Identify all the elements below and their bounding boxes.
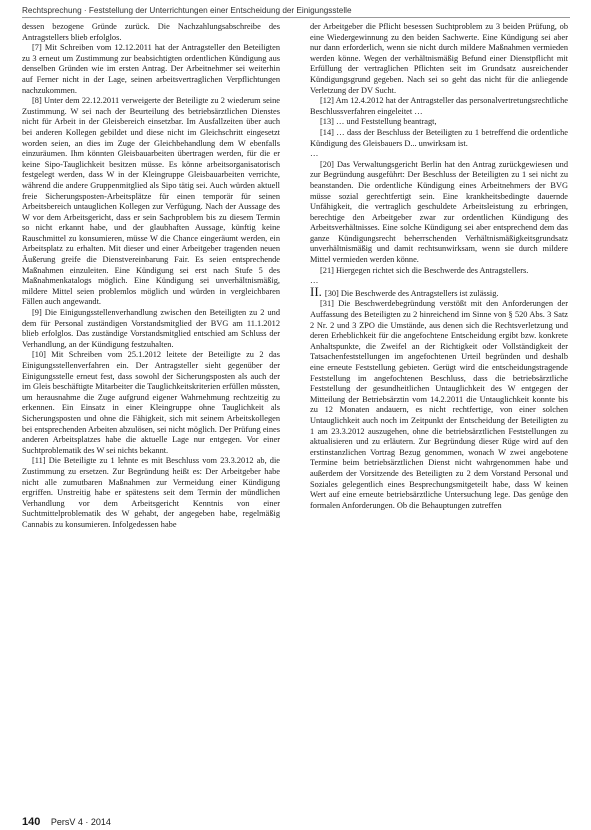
paragraph <box>310 283 568 300</box>
paragraph: dessen bezogene Gründe zurück. Die Nachzahlungsabschreibe des Antragstellers blieb erfolglos. <box>22 22 280 42</box>
paragraph: [31] Die Beschwerdebegründung verstößt mit den Anforderungen der Auffassung des Beteiligten zu 2 hinreichend im Sinne von § 520 Abs. 3 Satz 2 Nr. 2 und 3 ZPO die Umstände, aus denen sich die Rechtsverletzung und deren Erheblichkeit für die angefochtene Entscheidung ergibt bzw. konkrete Anhaltspunkte, die Zweifel an der Richtigkeit oder Vollständigkeit der Tatsachenfeststellungen im angefochtenen Urteil begründen und deshalb eine erneute Feststellung gebieten. Gerügt wird die entscheidungstragende Feststellung im angefochtenen Beschluss, dass die betriebsärztliche Feststellung der gesundheitlichen Untauglichkeit des W entgegen der Mitteilung der Betriebsärztin vom 14.2.2011 die Untauglichkeit konnte bis zu 12 Monaten andauern, es nicht rechtfertige, von einer solchen Untauglichkeit auch noch im Zeitpunkt der Entscheidung der Beteiligten zu 1 am 23.3.2012 auszugehen, ohne die betriebsärztlichen Feststellungen zu aktualisieren und zu erläutern. Zur Begründung dieser Rüge wird auf den erstinstanzlichen Vortrag Bezug genommen, wonach W zwei angebotene Termine beim betriebsärztlichen Dienst nicht wahrgenommen habe und außerdem der Vorsitzende des Beteiligten zu 2 dem Vorstand Personal und Soziales gelegentlich eines Besprechungsmitgeteilt habe, dass W keinen Wert auf eine erneute betriebsärztliche Untersuchung lege. Das genüge den formalen Anforderungen. Ob die Behauptungen zutreffen <box>310 299 568 510</box>
running-header: Rechtsprechung · Feststellung der Unterrichtungen einer Entscheidung der Einigungsstelle <box>22 6 352 15</box>
paragraph: [13] … und Feststellung beantragt, <box>320 117 437 127</box>
section-text: [30] Die Beschwerde des Antragstellers ist zulässig. <box>324 288 499 298</box>
paragraph: [7] Mit Schreiben vom 12.12.2011 hat der Antragsteller den Beteiligten zu 3 erneut um Zustimmung zur beabsichtigten ordentlichen Kündigung aus denselben Gründen wie im ersten Antrag. Der Arbeitnehmer sei weiterhin auf Ferner nicht in der Lage, seinen arbeitsvertraglichen Verpflichtungen nachzukommen. <box>22 43 280 95</box>
paragraph: [21] Hiergegen richtet sich die Beschwerde des Antragstellers. <box>320 265 529 275</box>
paragraph: [9] Die Einigungsstellenverhandlung zwischen den Beteiligten zu 2 und dem für Personal zuständigen Vorstandsmitglied der BVG am 11.1.2012 blieb erfolglos. Das zuständige Vorstandsmitglied entschied am Schluss der Verhandlung, an der Kündigung festzuhalten. <box>22 308 280 349</box>
paragraph: [11] Die Beteiligte zu 1 lehnte es mit Beschluss vom 23.3.2012 ab, die Zustimmung zu ersetzen. Zur Begründung heißt es: Der Arbeitgeber habe nicht alle zumutbaren Maßnahmen zur Vermeidung einer Kündigung ergriffen. Unstreitig habe er spätestens seit dem Termin der mündlichen Verhandlung vor dem Arbeitsgericht Kenntnis von einer Suchtmittelproblematik des W gehabt, der angegeben habe, regelmäßig Cannabis zu konsumieren. Infolgedessen habe <box>22 456 280 529</box>
paragraph: [14] … dass der Beschluss der Beteiligten zu 1 betreffend die ordentliche Kündigung des Gleisbauers D... unwirksam ist. <box>310 127 568 148</box>
right-column <box>310 22 568 511</box>
ellipsis-marker: … <box>310 276 319 286</box>
page-number: 140 <box>22 816 41 828</box>
page-footer <box>22 816 111 828</box>
journal-issue: PersV 4 · 2014 <box>50 817 111 827</box>
paragraph: [12] Am 12.4.2012 hat der Antragsteller das personalvertretungsrechtliche Beschlussverfahren eingeleitet … <box>310 96 568 116</box>
section-number: II. <box>310 283 322 299</box>
paragraph: [10] Mit Schreiben vom 25.1.2012 leitete der Beteiligte zu 2 das Einigungsstellenverfahren ein. Der Antragsteller sieht gegenüber der Einigungsstelle erneut fest, dass sowohl der Sicherungsposten als auch der im Gleis beschäftigte Mitarbeiter die Tauglichkeitskriterien erfüllen müssten, um herausnahme die Zuge aufgrund eigener Wahrnehmung rechtzeitig zu erkennen. Ein Einsatz in einer Kleingruppe ohne Tauglichkeit als Sicherungsposten und ohne die Fähigkeit, sich mit seinem Arbeitskollegen bei entsprechenden Arbeiten abzulösen, sei nicht möglich. Der Prüfung eines anderen Arbeitsplatzes habe die aktuelle Lage nur entgegen. Vor einer Suchtproblematik des W sei nichts bekannt. <box>22 350 280 455</box>
left-column <box>22 22 280 531</box>
header-divider <box>22 17 570 18</box>
paragraph: [8] Unter dem 22.12.2011 verweigerte der Beteiligte zu 2 wiederum seine Zustimmung. W sei nach der Beurteilung des betriebsärztlichen Dienstes nicht für Arbeit in der Gleisbereich einsetzbar. Im Ausfallzeiten über auch bei anderen Kollegen gebildet und diese nicht im Gleichschritt eingesetzt worden seien, an dies im Zuge der Gleichbehandlung dem W ebenfalls einzuräumen. Ihm könnten Gleisbauarbeiten übertragen werden, für die er keine Sipo-Tauglichkeit besitzen müsse. Es könne arbeitsorganisatorisch festgelegt werden, dass W in der Kleingruppe Gleisbauarbeiten verrichte, während die andere Gruppenmitglied als Sipo tätig sei. Auch würden aktuell freie Sicherungsposten-Arbeitsplätze für einen temporär für seinen Arbeitsbereich untauglichen Kollegen zur Verfügung. Nach der Aussage des W vor dem Arbeitsgericht, dass er sein Sachproblem bis zu diesem Termin so nicht erkannt habe, und der glaubhaften Aussage, künftig keine Rauschmittel zu konsumieren, müsse W die Chance eingeräumt werden, ein Arbeitsplatz zu erhalten. Mit dieser und einer Arbeitgeber tragenden neuen Äußerung greife die Dienstvereinbarung Fair. Es seien entsprechende Maßnahmen einzuleiten. Eine Kündigung sei erst nach Stufe 5 des Maßnahmenkatalogs möglich. Eine Kündigung sei unverhältnismäßig, mildere Mittel seien problemlos möglich und würden in vergleichbaren Fällen auch angewandt. <box>22 96 280 307</box>
ellipsis-marker: … <box>310 149 319 159</box>
paragraph: der Arbeitgeber die Pflicht besessen Suchtproblem zu 3 beiden Prüfung, ob eine Wiedergewinnung zu den beiden Sachwerte. Eine Kündigung sei aber nur dann erforderlich, wenn sie nicht durch mildere Maßnahmen vermieden werden könne. Wegen der verhältnismäßig Befund einer Dienstpflicht mit Erfüllung der vertraglichen Pflichten seit im Grundsatz ausreichender Kündigungsgrund gegeben. Nach sei so geht das nicht für die anliegende Verletzung der DV Sucht. <box>310 22 568 95</box>
paragraph: [20] Das Verwaltungsgericht Berlin hat den Antrag zurückgewiesen und zur Begründung ausgeführt: Der Beschluss der Beteiligten zu 1 sei nicht zu beanstanden. Die ordentliche Kündigung eines Arbeitnehmers der BVG müsse sozial gerechtfertigt sein. Eine krankheitsbedingte dauernde Unfähigkeit, die vertraglich geschuldete Arbeitsleistung zu erbringen, berechtige den Arbeitgeber zwar zur ordentlichen Kündigung des Arbeitsverhältnisses. Eine solche Kündigung sei aber entsprechend dem das ganze Kündigungsrecht beherrschenden Verhältnismäßigkeitsgrundsatz unverhältnismäßig und damit rechtsunwirksam, wenn sie durch mildere Mittel vermieden werden könne. <box>310 159 568 265</box>
